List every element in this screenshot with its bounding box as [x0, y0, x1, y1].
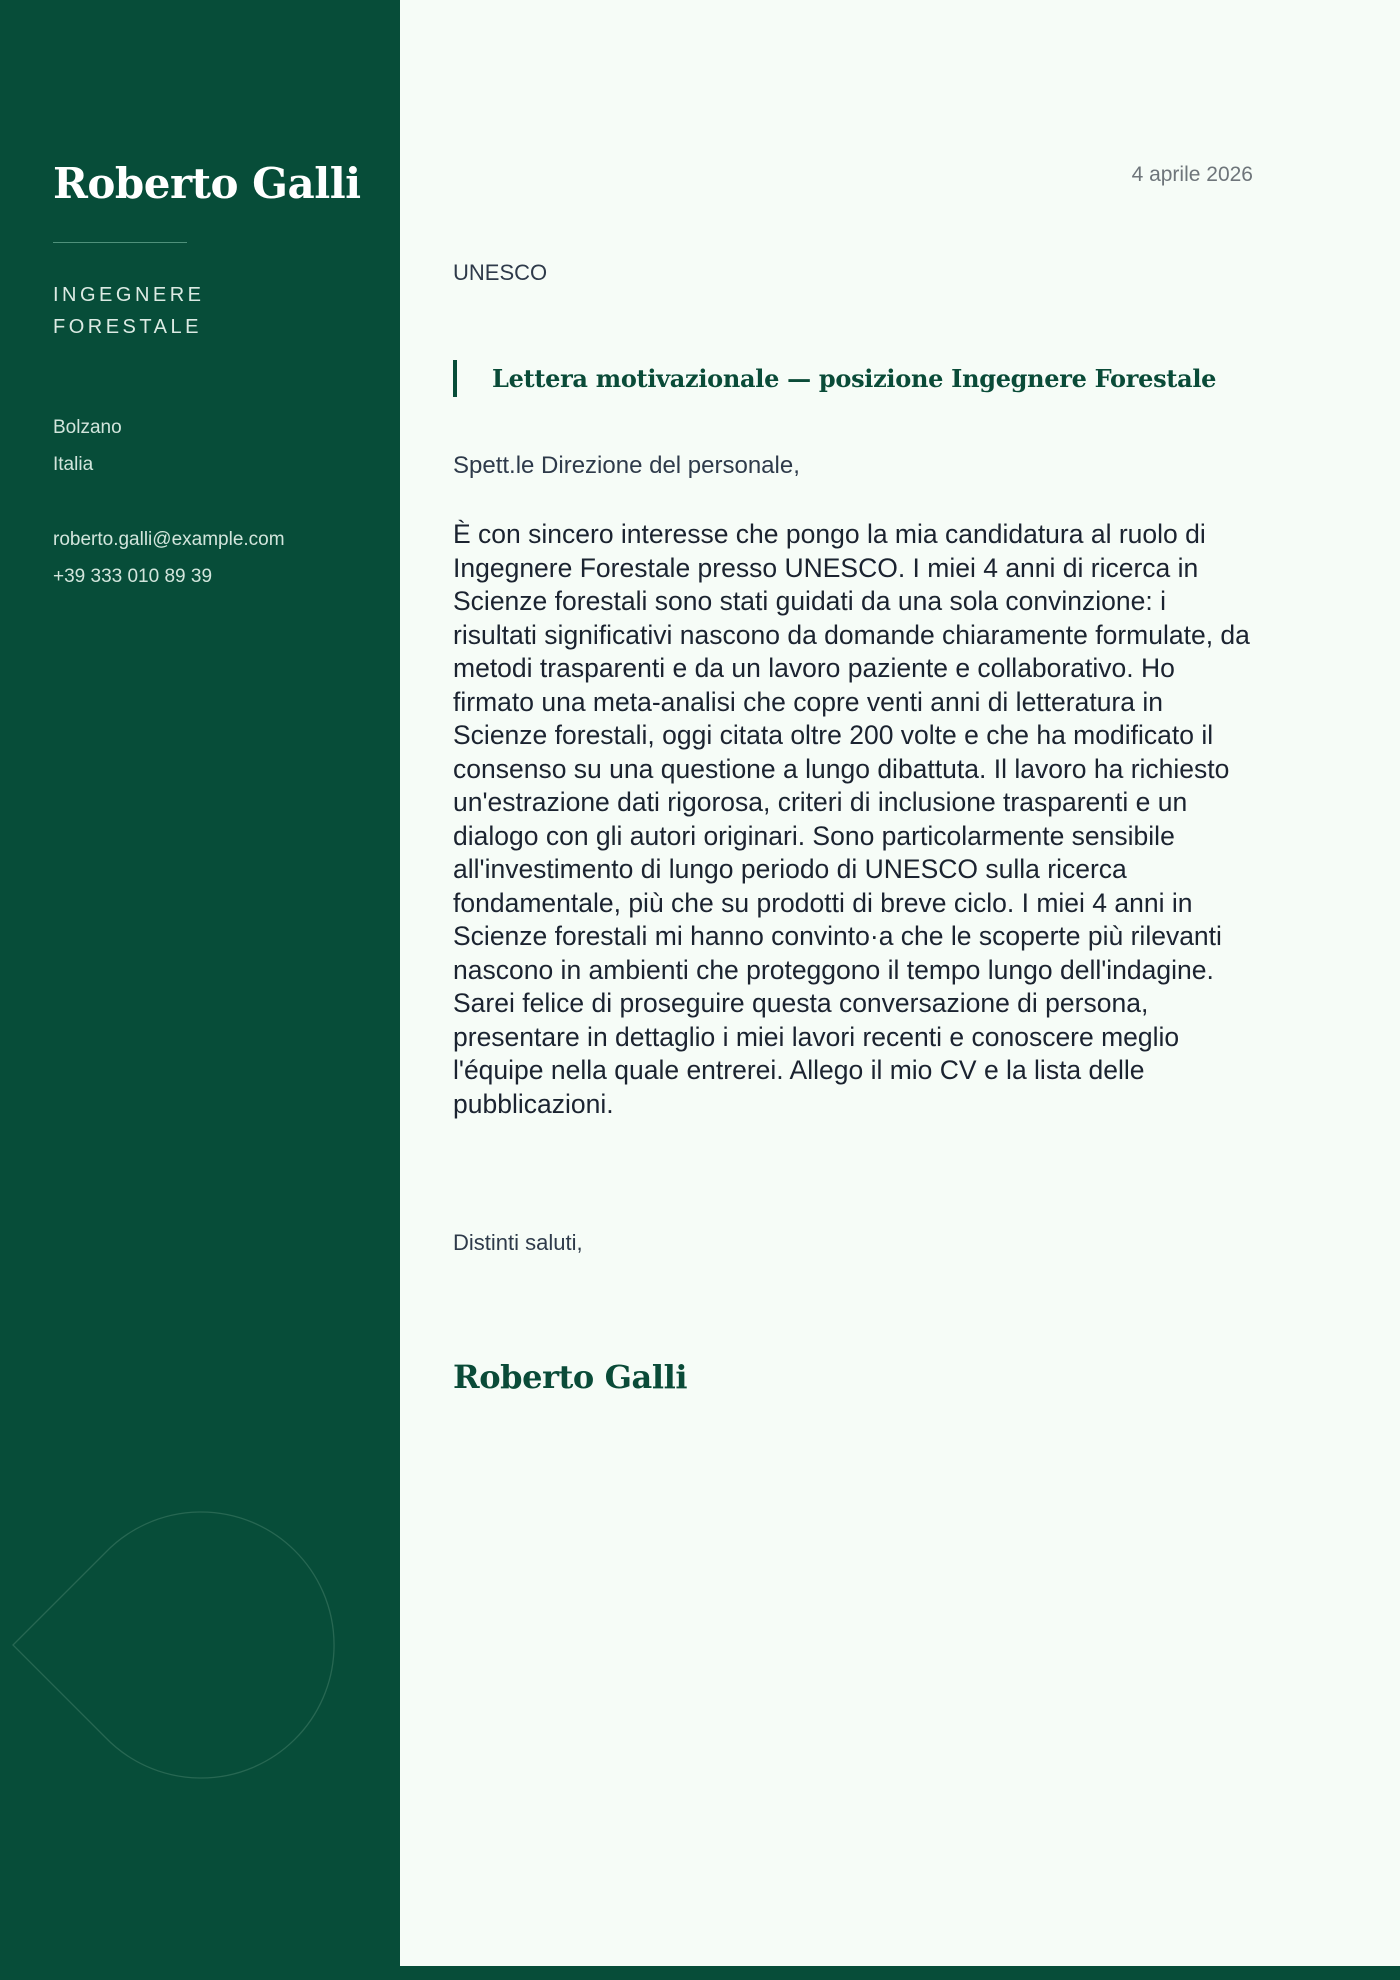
sender-name: Roberto Galli — [53, 159, 361, 208]
sender-city: Bolzano — [53, 417, 122, 438]
closing: Distinti saluti, — [453, 1230, 583, 1255]
letter-subject: Lettera motivazionale — posizione Ingegnere Forestale — [492, 364, 1217, 393]
signature: Roberto Galli — [453, 1358, 688, 1396]
sender-email: roberto.galli@example.com — [53, 529, 285, 550]
subject-accent-bar — [453, 360, 457, 397]
leaf-outline-icon — [0, 1500, 400, 1800]
name-divider — [53, 242, 187, 243]
sender-role — [53, 279, 353, 343]
role-line-1: INGEGNERE — [53, 284, 205, 306]
sender-country: Italia — [53, 454, 94, 475]
sender-address — [53, 409, 373, 483]
letter-date: 4 aprile 2026 — [1131, 163, 1253, 186]
letter-body — [400, 0, 1400, 1966]
sender-contacts — [53, 521, 373, 595]
sidebar — [0, 0, 400, 1980]
salutation: Spett.le Direzione del personale, — [453, 452, 800, 479]
letter-paragraph: È con sincero interesse che pongo la mia candidatura al ruolo di Ingegnere Forestale presso UNESCO. I miei 4 anni di ricerca in Scienze forestali sono stati guidati da una sola convinzione: i risultati significativi nascono da domande chiaramente formulate, da metodi trasparenti e da un lavoro paziente e collaborativo. Ho firmato una meta-analisi che copre venti anni di letteratura in Scienze forestali, oggi citata oltre 200 volte e che ha modificato il consenso su una questione a lungo dibattuta. Il lavoro ha richiesto un'estrazione dati rigorosa, criteri di inclusione trasparenti e un dialogo con gli autori originari. Sono particolarmente sensibile all'investimento di lungo periodo di UNESCO sulla ricerca fondamentale, più che su prodotti di breve ciclo. I miei 4 anni in Scienze forestali mi hanno convinto·a che le scoperte più rilevanti nascono in ambienti che proteggono il tempo lungo dell'indagine. Sarei felice di proseguire questa conversazione di persona, presentare in dettaglio i miei lavori recenti e conoscere meglio l'équipe nella quale entrerei. Allego il mio CV e la lista delle pubblicazioni. — [453, 519, 1250, 1119]
recipient: UNESCO — [453, 260, 548, 285]
sender-phone: +39 333 010 89 39 — [53, 566, 213, 587]
role-line-2: FORESTALE — [53, 316, 202, 338]
